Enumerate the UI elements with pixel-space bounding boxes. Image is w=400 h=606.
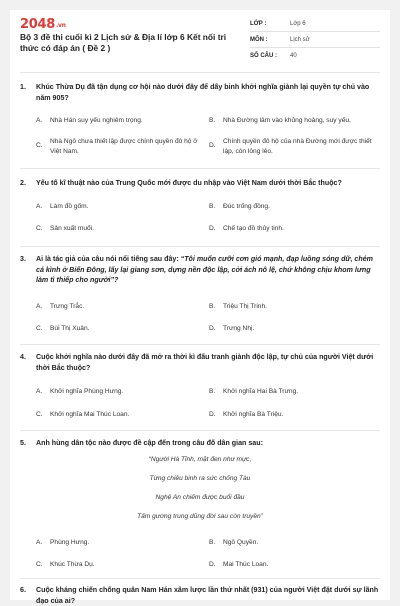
divider [20, 430, 380, 431]
option-b[interactable]: B. Nhà Đường lâm vào khủng hoảng, suy yếu. [209, 117, 351, 124]
question-number: 1. [20, 83, 26, 91]
info-value: Lớp 6 [290, 20, 306, 27]
question-quote: “Tôi muốn cưỡi cơn gió mạnh, đạp luồng sóng dữ, chém cá kình ở Biển Đông, lấy lại giang sơn, dựng nền độc lập, cởi ách nô lệ, chứ không chịu khom lưng làm tì thiếp cho người”? [36, 255, 373, 284]
poem-line: “Người Hà Tĩnh, mặt đen như mực, [148, 456, 252, 463]
poem-line: Từng chiêu binh ra sức chống Tàu [149, 475, 251, 482]
question-text: Cuộc kháng chiến chống quân Nam Hán xâm lược lần thứ nhất (931) của người Việt đặt dưới sự lãnh đạo của ai? [36, 586, 379, 605]
info-row-class [250, 16, 380, 32]
question-number: 2. [20, 179, 26, 187]
info-value: 40 [290, 53, 297, 59]
exam-page [10, 10, 390, 605]
option-b[interactable]: B. Ngô Quyền. [209, 539, 259, 546]
question-number: 3. [20, 255, 26, 263]
divider [20, 246, 380, 247]
info-key: MÔN : [250, 36, 268, 43]
question-text: Anh hùng dân tộc nào được đề cập đến trong câu đố dân gian sau: [36, 439, 263, 447]
divider [20, 344, 380, 345]
question-text: Khúc Thừa Dụ đã tận dụng cơ hội nào dưới đây để dấy binh khởi nghĩa giành lại quyền tự chủ vào năm 905? [36, 83, 370, 102]
option-d[interactable]: D. Chế tạo đồ thủy tinh. [209, 225, 284, 232]
option-a[interactable]: A. Trưng Trắc. [36, 303, 85, 310]
option-a[interactable]: A. Nhà Hán suy yếu nghiêm trọng. [36, 117, 143, 124]
option-a[interactable]: A. Làm đồ gốm. [36, 203, 89, 210]
option-c[interactable]: C. Khởi nghĩa Mai Thúc Loan. [36, 411, 130, 418]
question-text: Ai là tác giả của câu nói nổi tiếng sau đây: “Tôi muốn cưỡi cơn gió mạnh, đạp luồng sóng dữ, chém cá kình ở Biển Đông, lấy lại giang sơn, dựng nền độc lập, cởi ách nô lệ, chứ không chịu khom lưng làm tì thiếp cho người”? [36, 255, 373, 284]
question-number: 5. [20, 439, 26, 447]
option-d[interactable]: D. Khởi nghĩa Bà Triệu. [209, 411, 284, 418]
info-key: SỐ CÂU : [250, 53, 277, 59]
question-text: Cuộc khởi nghĩa nào dưới đây đã mở ra thời kì đấu tranh giành độc lập, tự chủ của người Việt dưới thời Bắc thuộc? [36, 353, 374, 372]
option-c[interactable]: C. Bùi Thị Xuân. [36, 325, 90, 332]
question-6 [20, 585, 380, 606]
option-b[interactable]: B. Đúc trống đồng. [209, 203, 270, 210]
option-d[interactable]: D. Trưng Nhị. [209, 325, 255, 332]
option-b[interactable]: B. Khởi nghĩa Hai Bà Trưng. [209, 388, 299, 395]
site-logo[interactable]: 2048.vn [20, 17, 66, 32]
question-text: Yếu tố kĩ thuật nào của Trung Quốc mới được du nhập vào Việt Nam dưới thời Bắc thuộc? [36, 179, 342, 187]
exam-info-table [250, 16, 380, 64]
option-a[interactable]: A. Phùng Hưng. [36, 539, 90, 546]
question-1 [20, 82, 380, 103]
poem-line: Tấm gương trung dũng đời sau còn truyền” [137, 513, 263, 520]
question-5 [20, 438, 380, 449]
option-a[interactable]: A. Khởi nghĩa Phùng Hưng. [36, 388, 124, 395]
poem-line: Nghệ An chiếm được buổi đầu [155, 494, 245, 501]
option-d[interactable]: D. Mai Thúc Loan. [209, 561, 269, 568]
question-2 [20, 178, 380, 189]
info-row-count [250, 48, 380, 64]
question-number: 6. [20, 586, 26, 594]
info-key: LỚP : [250, 20, 267, 27]
header [10, 10, 390, 72]
option-c[interactable]: C. Khúc Thừa Dụ. [36, 561, 95, 568]
page-title: Bộ 3 đề thi cuối kì 2 Lịch sử & Địa lí lớp 6 Kết nối tri thức có đáp án ( Đề 2 ) [20, 32, 227, 53]
option-c[interactable]: C. Sản xuất muối. [36, 225, 94, 232]
question-number: 4. [20, 353, 26, 361]
option-b[interactable]: B. Triệu Thị Trinh. [209, 303, 267, 310]
option-d[interactable]: D. Chính quyền đô hộ của nhà Đường mới được thiết lập, còn lỏng lẻo. [209, 138, 372, 155]
info-row-subject [250, 32, 380, 48]
divider [20, 168, 380, 169]
divider [20, 72, 380, 73]
divider [20, 578, 380, 579]
option-c[interactable]: C. Nhà Ngô chưa thiết lập được chính quyền đô hộ ở Việt Nam. [36, 138, 198, 155]
question-4 [20, 352, 380, 373]
question-3 [20, 254, 380, 286]
info-value: Lịch sử [290, 36, 310, 43]
